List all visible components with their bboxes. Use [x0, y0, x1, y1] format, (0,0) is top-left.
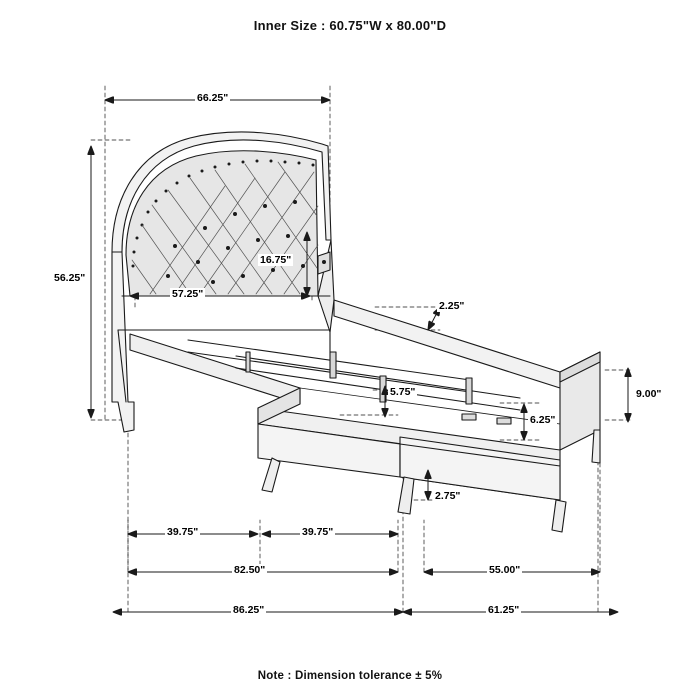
- headboard-outline: [112, 132, 334, 432]
- dim-headboard-inner-width: 57.25": [172, 288, 204, 300]
- dim-side-rail-height: 6.25": [530, 414, 556, 426]
- dim-overall-height: 56.25": [54, 272, 86, 284]
- dim-half-length-right: 39.75": [302, 526, 334, 538]
- dim-slat-clearance: 5.75": [390, 386, 416, 398]
- dim-rail-top-thickness: 2.25": [439, 300, 465, 312]
- dim-headboard-width: 66.25": [197, 92, 229, 104]
- tolerance-note: Note : Dimension tolerance ± 5%: [257, 670, 443, 682]
- dim-footboard-height: 9.00": [636, 388, 662, 400]
- dim-bed-depth: 55.00": [489, 564, 521, 576]
- dim-overall-depth: 61.25": [488, 604, 520, 616]
- dim-overall-length: 86.25": [233, 604, 265, 616]
- dim-headboard-panel-height: 16.75": [260, 254, 292, 266]
- dim-half-length-left: 39.75": [167, 526, 199, 538]
- dim-bed-length: 82.50": [234, 564, 266, 576]
- page-title: Inner Size : 60.75"W x 80.00"D: [253, 18, 447, 33]
- dim-leg-height: 2.75": [435, 490, 461, 502]
